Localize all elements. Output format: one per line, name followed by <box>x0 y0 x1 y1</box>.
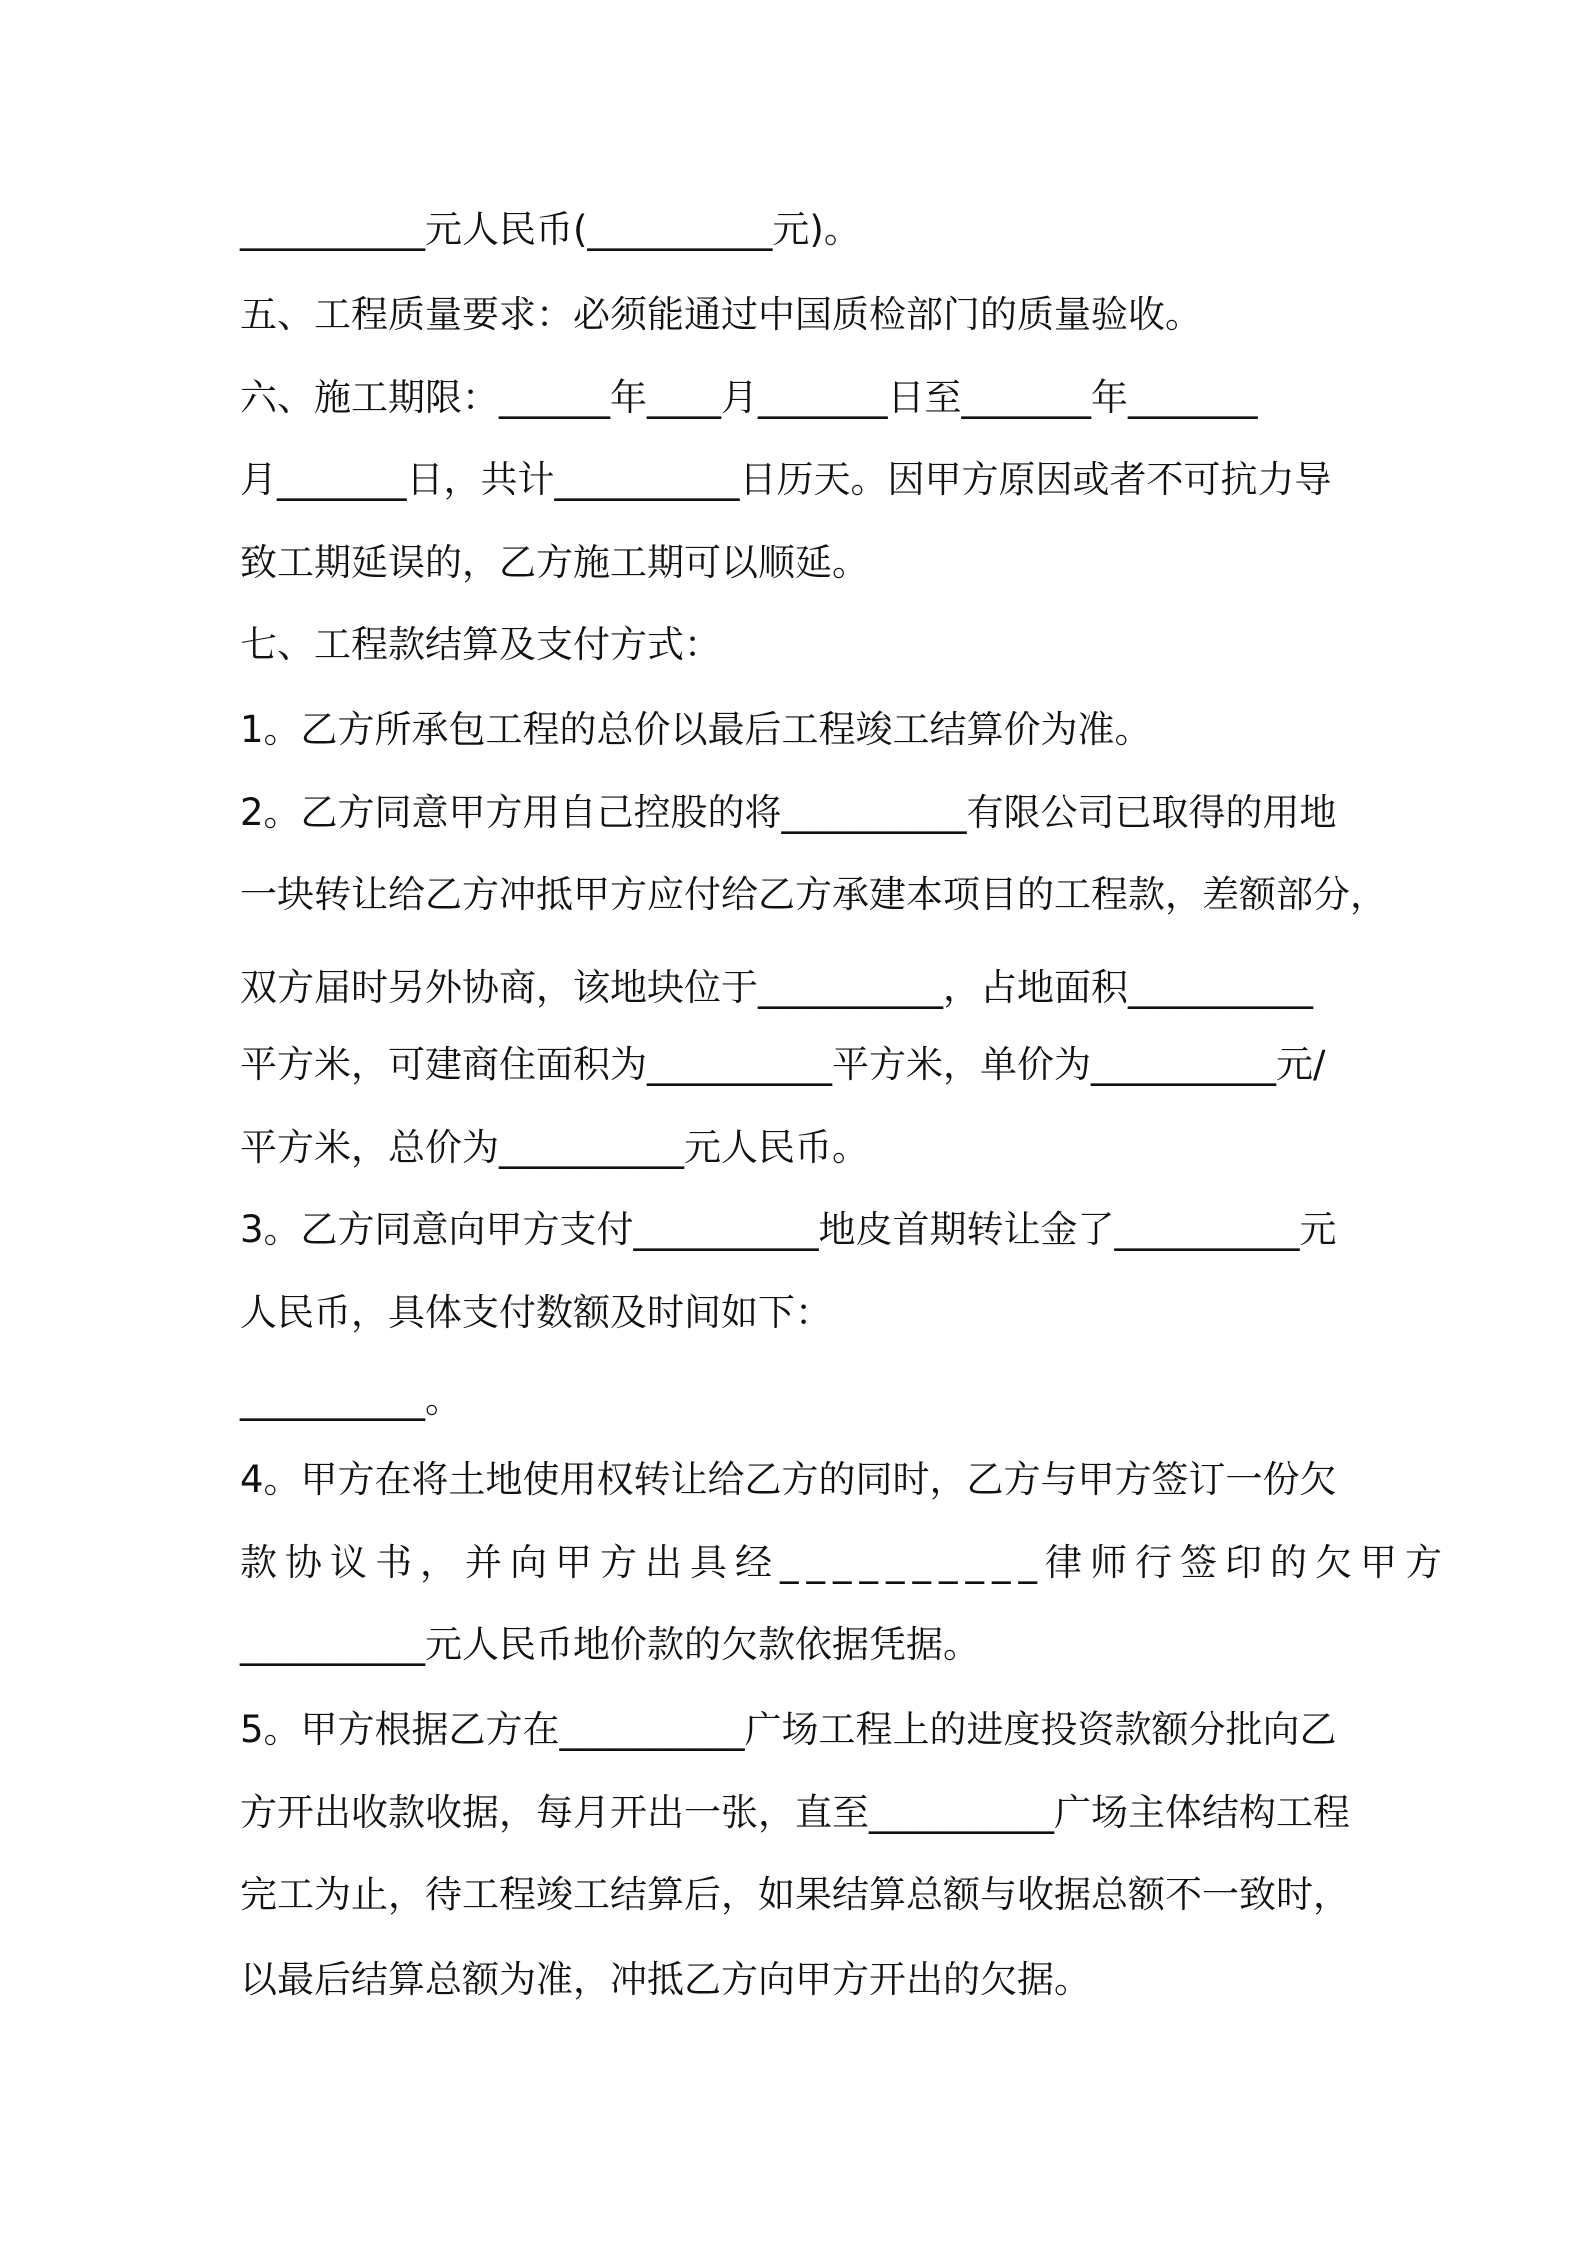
text-line: 双方届时另外协商，该地块位于__________，占地面积__________ <box>240 966 1313 1009</box>
text-line: 4。甲方在将土地使用权转让给乙方的同时，乙方与甲方签订一份欠 <box>240 1458 1337 1501</box>
text-line: __________。 <box>240 1378 462 1421</box>
text-line: 2。乙方同意甲方用自己控股的将__________有限公司已取得的用地 <box>240 791 1337 834</box>
text-line: __________元人民币地价款的欠款依据凭据。 <box>240 1623 980 1666</box>
text-line: 平方米，可建商住面积为__________平方米，单价为__________元/ <box>240 1043 1326 1086</box>
text-line: 一块转让给乙方冲抵甲方应付给乙方承建本项目的工程款，差额部分， <box>240 873 1387 916</box>
text-line: 3。乙方同意向甲方支付__________地皮首期转让金了__________元 <box>240 1208 1337 1251</box>
text-line: 七、工程款结算及支付方式： <box>240 623 721 666</box>
text-line: 五、工程质量要求：必须能通过中国质检部门的质量验收。 <box>240 293 1202 336</box>
text-line: 月_______日，共计__________日历天。因甲方原因或者不可抗力导 <box>240 458 1332 501</box>
text-line: 款协议书，并向甲方出具经__________律师行签印的欠甲方 <box>240 1541 1450 1584</box>
text-line: 平方米，总价为__________元人民币。 <box>240 1126 869 1169</box>
text-line: 六、施工期限：______年____月_______日至_______年_______ <box>240 376 1258 419</box>
text-line: 5。甲方根据乙方在__________广场工程上的进度投资款额分批向乙 <box>240 1708 1337 1751</box>
text-line: 以最后结算总额为准，冲抵乙方向甲方开出的欠据。 <box>240 1958 1091 2001</box>
text-line: 人民币，具体支付数额及时间如下： <box>240 1291 832 1334</box>
text-line: 方开出收款收据，每月开出一张，直至__________广场主体结构工程 <box>240 1791 1350 1834</box>
text-line: 1。乙方所承包工程的总价以最后工程竣工结算价为准。 <box>240 708 1152 751</box>
text-line: 完工为止，待工程竣工结算后，如果结算总额与收据总额不一致时， <box>240 1873 1350 1916</box>
text-line: __________元人民币(__________元)。 <box>240 208 861 251</box>
text-line: 致工期延误的，乙方施工期可以顺延。 <box>240 541 869 584</box>
